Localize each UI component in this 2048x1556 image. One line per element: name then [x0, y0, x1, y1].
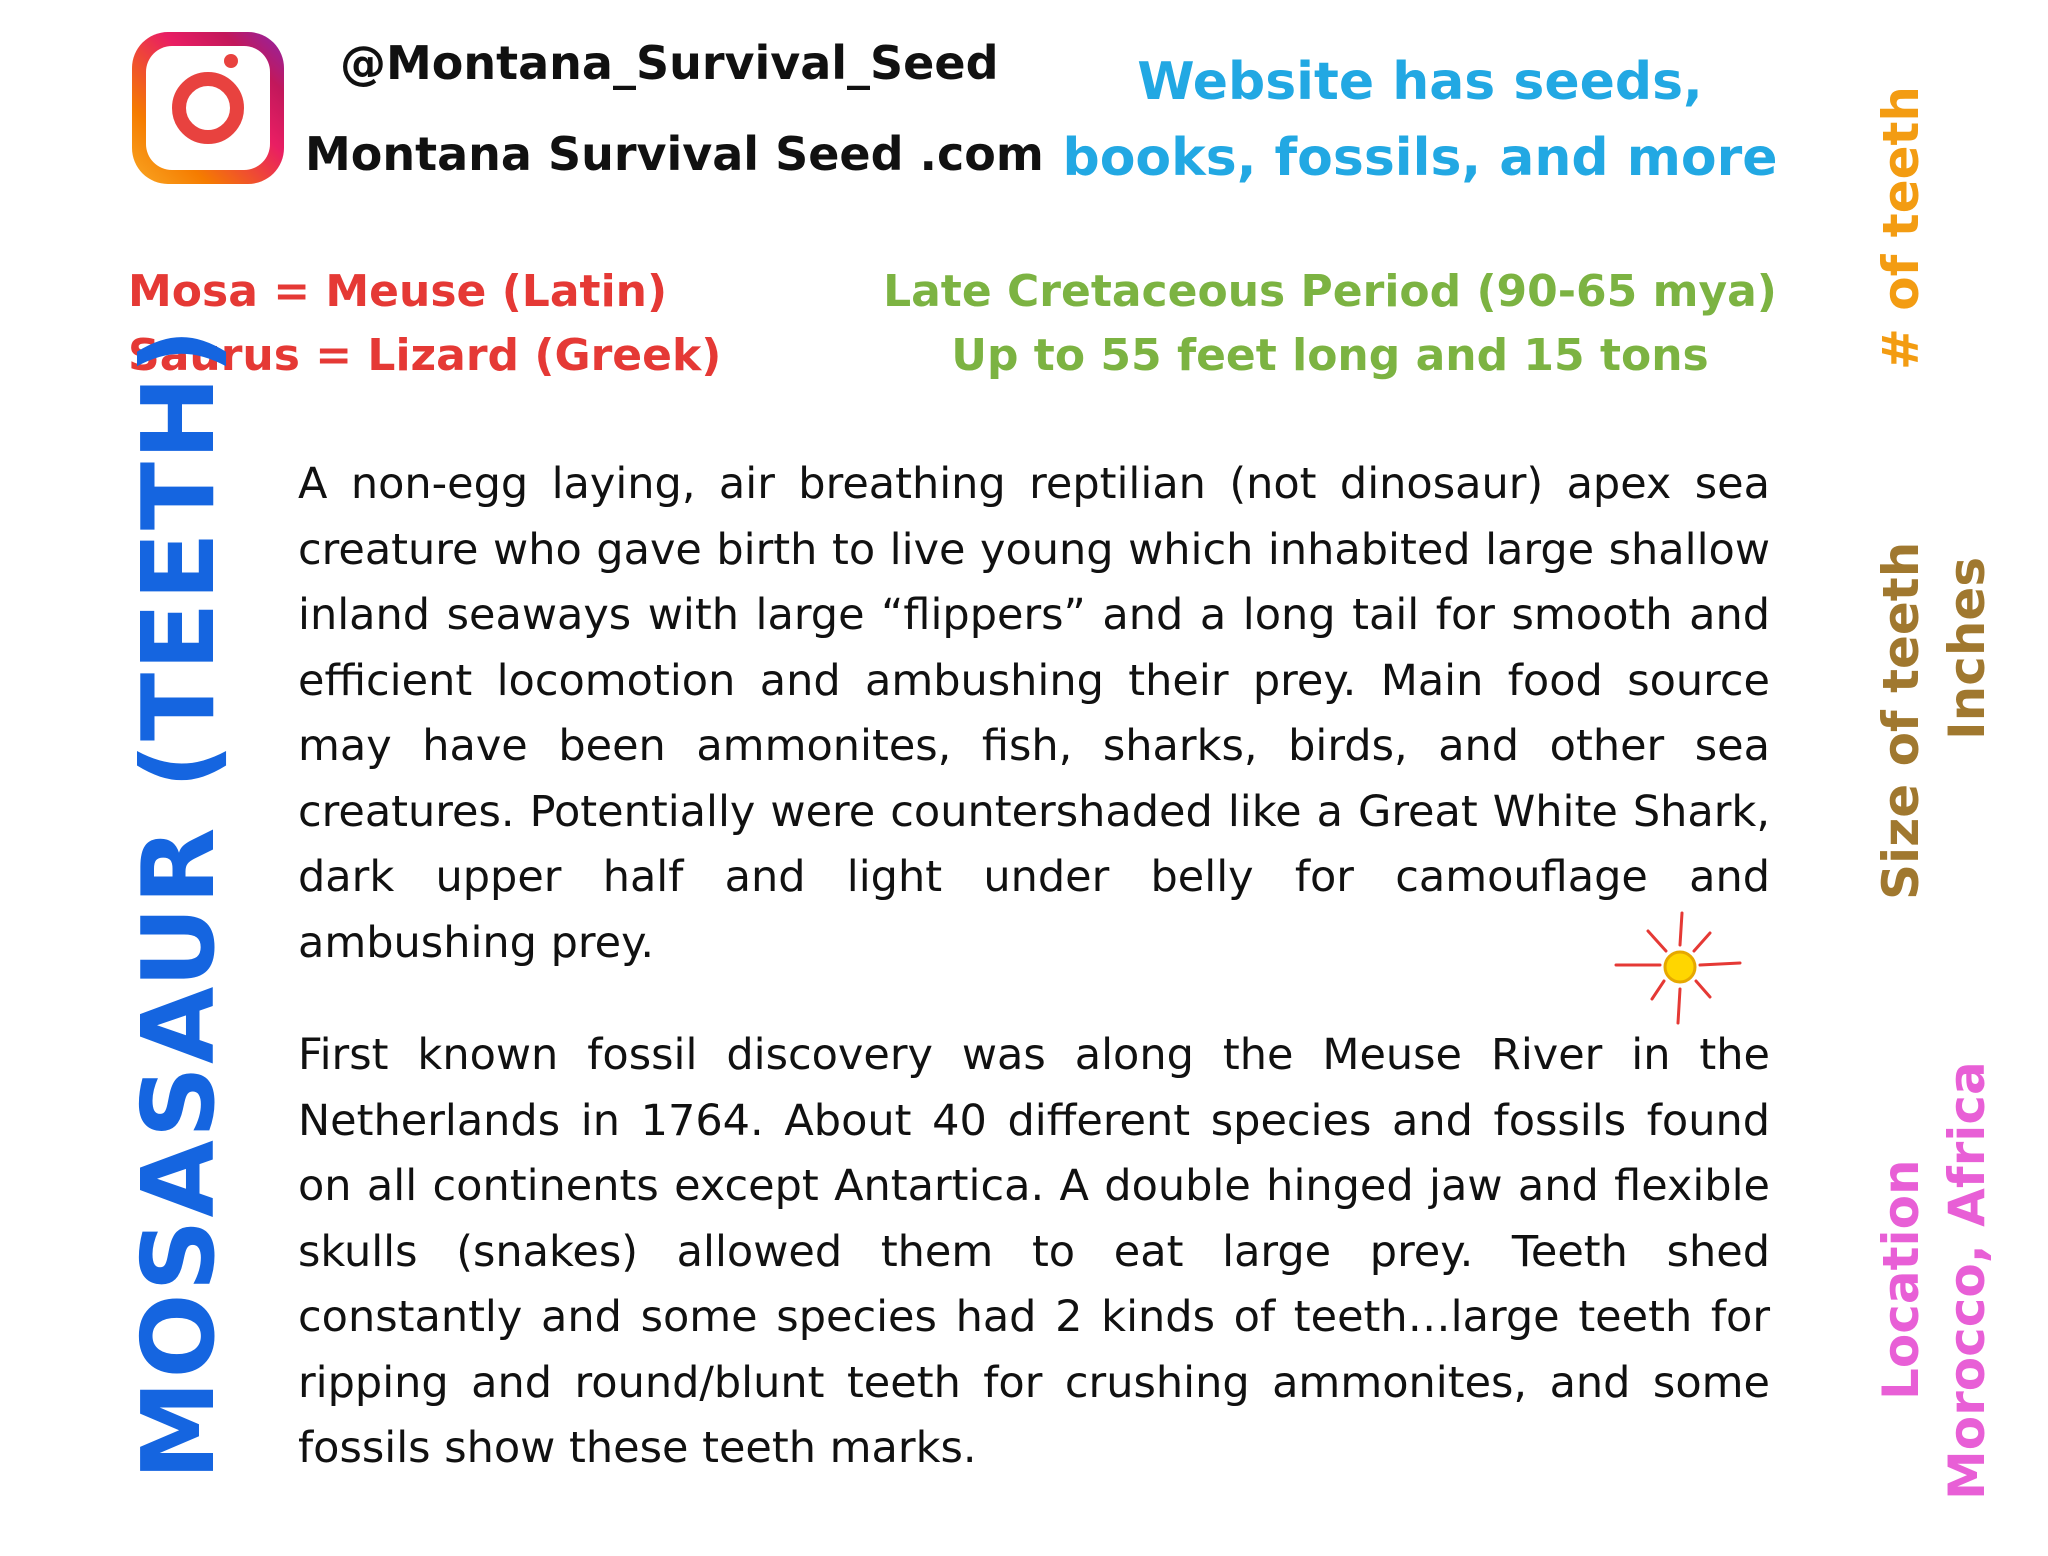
location-label: Location: [1872, 1159, 1930, 1400]
teeth-size-label: Size of teeth: [1872, 541, 1930, 900]
website-text: Montana Survival Seed .com: [305, 127, 1044, 181]
size-text: Up to 55 feet long and 15 tons: [951, 330, 1709, 381]
promo-line-1: Website has seeds,: [1137, 52, 1703, 112]
instagram-handle: @Montana_Survival_Seed: [340, 36, 999, 90]
page-title: MOSASAUR (TEETH): [120, 326, 237, 1480]
sun-icon: [1608, 905, 1748, 1035]
etymology-saurus: Saurus = Lizard (Greek): [128, 330, 722, 381]
paragraph-description: A non-egg laying, air breathing reptilian (not dinosaur) apex sea creature who gave birth to live young which inhabited large shallow inland seaways with large “flippers” and a long tail for smooth and efficient locomotion and ambushing their prey. Main food source may have been ammonites, fish, sharks, birds, and other sea creatures. Potentially were countershaded like a Great White Shark, dark upper half and light under belly for camouflage and ambushing prey.: [298, 459, 1770, 968]
promo-line-2: books, fossils, and more: [1062, 128, 1778, 188]
teeth-unit-label: Inches: [1938, 556, 1996, 740]
paragraph-discovery: First known fossil discovery was along the Meuse River in the Netherlands in 1764. About 40 different species and fossils found on all continents except Antartica. A double hinged jaw and flexible skulls (snakes) allowed them to eat large prey. Teeth shed constantly and some species had 2 kinds of teeth…large teeth for ripping and round/blunt teeth for crushing ammonites, and some fossils show these teeth marks.: [298, 1030, 1770, 1473]
etymology-mosa: Mosa = Meuse (Latin): [128, 266, 668, 317]
location-value: Morocco, Africa: [1938, 1061, 1996, 1500]
instagram-icon: [132, 32, 284, 184]
teeth-count-label: # of teeth: [1872, 85, 1930, 370]
period-text: Late Cretaceous Period (90-65 mya): [883, 266, 1777, 317]
promo-text: [1040, 44, 1800, 196]
